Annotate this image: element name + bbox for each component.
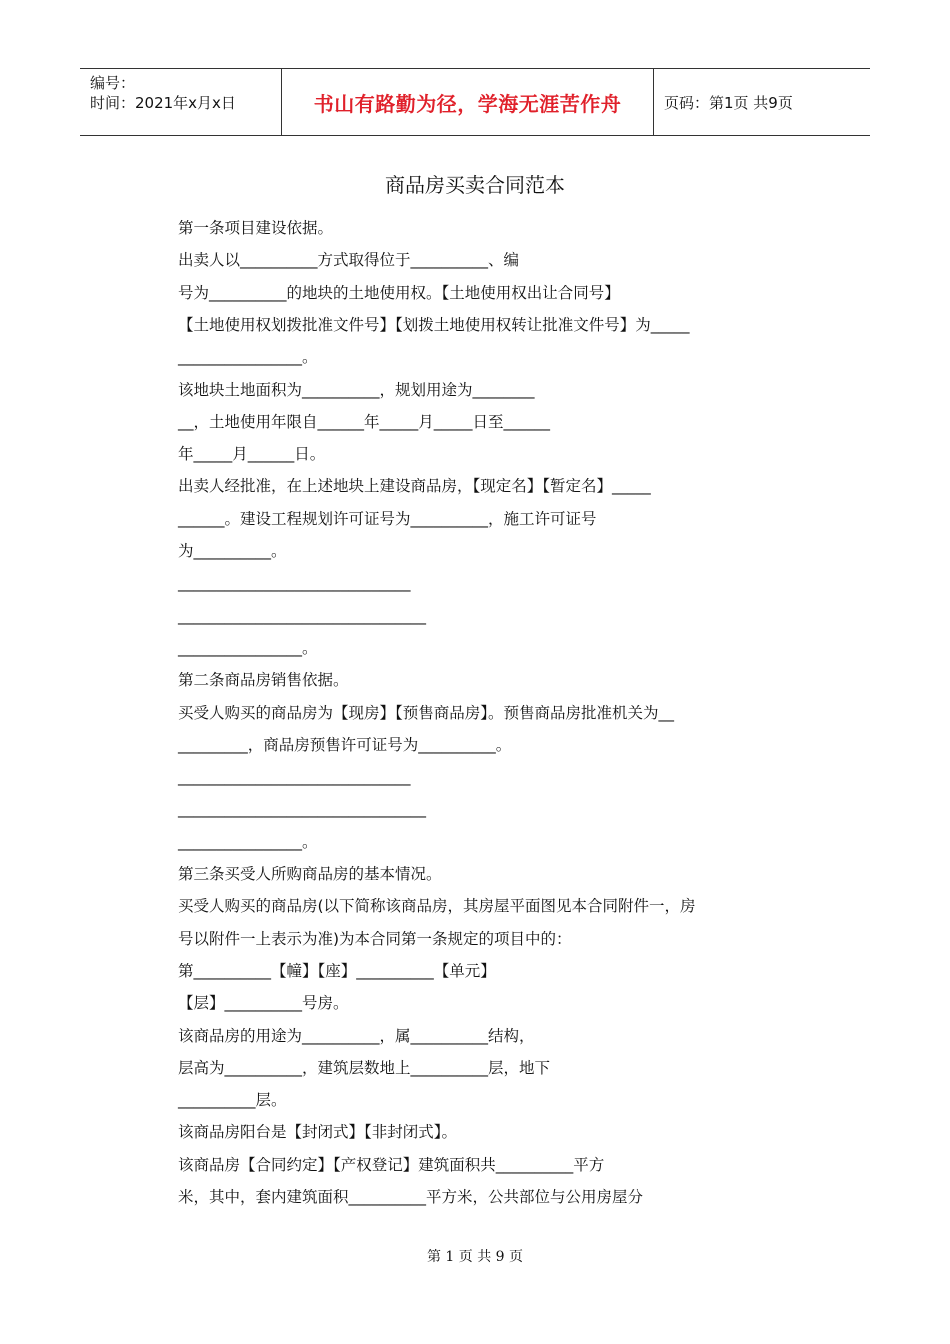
header-meta-cell — [80, 69, 282, 135]
body-line: _________，商品房预售许可证号为__________。 — [178, 736, 512, 754]
body-line: 该商品房【合同约定】【产权登记】建筑面积共__________平方 — [178, 1156, 605, 1174]
body-line: 【土地使用权划拨批准文件号】【划拨土地使用权转让批准文件号】为_____ — [178, 316, 690, 334]
body-line: ________________。 — [178, 348, 318, 366]
body-line: 【层】__________号房。 — [178, 994, 349, 1012]
body-line: 出卖人以__________方式取得位于__________、编 — [178, 251, 520, 269]
body-line: ________________。 — [178, 639, 318, 657]
header-page-cell — [654, 69, 870, 135]
body-line: 号为__________的地块的土地使用权。【土地使用权出让合同号】 — [178, 284, 620, 302]
body-line: 第三条买受人所购商品房的基本情况。 — [178, 865, 442, 883]
page-info-label: 页码：第1页 共9页 — [664, 93, 793, 112]
body-line: ________________。 — [178, 833, 318, 851]
body-line: ______________________________ — [178, 768, 411, 786]
body-line: ______________________________ — [178, 574, 411, 592]
page-footer: 第 1 页 共 9 页 — [426, 1249, 524, 1265]
document-title: 商品房买卖合同范本 — [385, 173, 565, 197]
document-time-label: 时间：2021年x月x日 — [90, 94, 236, 112]
body-line: 该地块土地面积为__________，规划用途为________ — [178, 381, 535, 399]
document-number-label: 编号： — [90, 74, 136, 92]
body-line: 米，其中，套内建筑面积__________平方米，公共部位与公用房屋分 — [178, 1188, 644, 1206]
body-line: 号以附件一上表示为准)为本合同第一条规定的项目中的： — [178, 930, 572, 948]
header-motto-cell — [282, 69, 654, 135]
body-line: ________________________________ — [178, 607, 426, 625]
body-line: __________层。 — [178, 1091, 287, 1109]
body-line: 该商品房阳台是【封闭式】【非封闭式】。 — [178, 1123, 458, 1141]
body-line: 层高为__________，建筑层数地上__________层，地下 — [178, 1059, 551, 1077]
body-line: ______。建设工程规划许可证号为__________，施工许可证号 — [178, 510, 597, 528]
body-line: ________________________________ — [178, 800, 426, 818]
motto-text: 书山有路勤为径，学海无涯苦作舟 — [313, 91, 622, 116]
body-line: 买受人购买的商品房为【现房】【预售商品房】。预售商品房批准机关为__ — [178, 704, 675, 722]
body-line: 为__________。 — [178, 542, 287, 560]
body-line: 年_____月______日。 — [178, 445, 326, 463]
body-line: 出卖人经批准，在上述地块上建设商品房，【现定名】【暂定名】_____ — [178, 477, 651, 495]
body-line: 买受人购买的商品房(以下简称该商品房，其房屋平面图见本合同附件一，房 — [178, 897, 696, 915]
body-line: 该商品房的用途为__________，属__________结构， — [178, 1027, 535, 1045]
body-line: 第二条商品房销售依据。 — [178, 671, 349, 689]
body-line: 第一条项目建设依据。 — [178, 219, 334, 237]
header-table — [80, 68, 870, 136]
body-line: __，土地使用年限自______年_____月_____日至______ — [178, 413, 551, 431]
body-line: 第__________【幢】【座】__________【单元】 — [178, 962, 496, 980]
